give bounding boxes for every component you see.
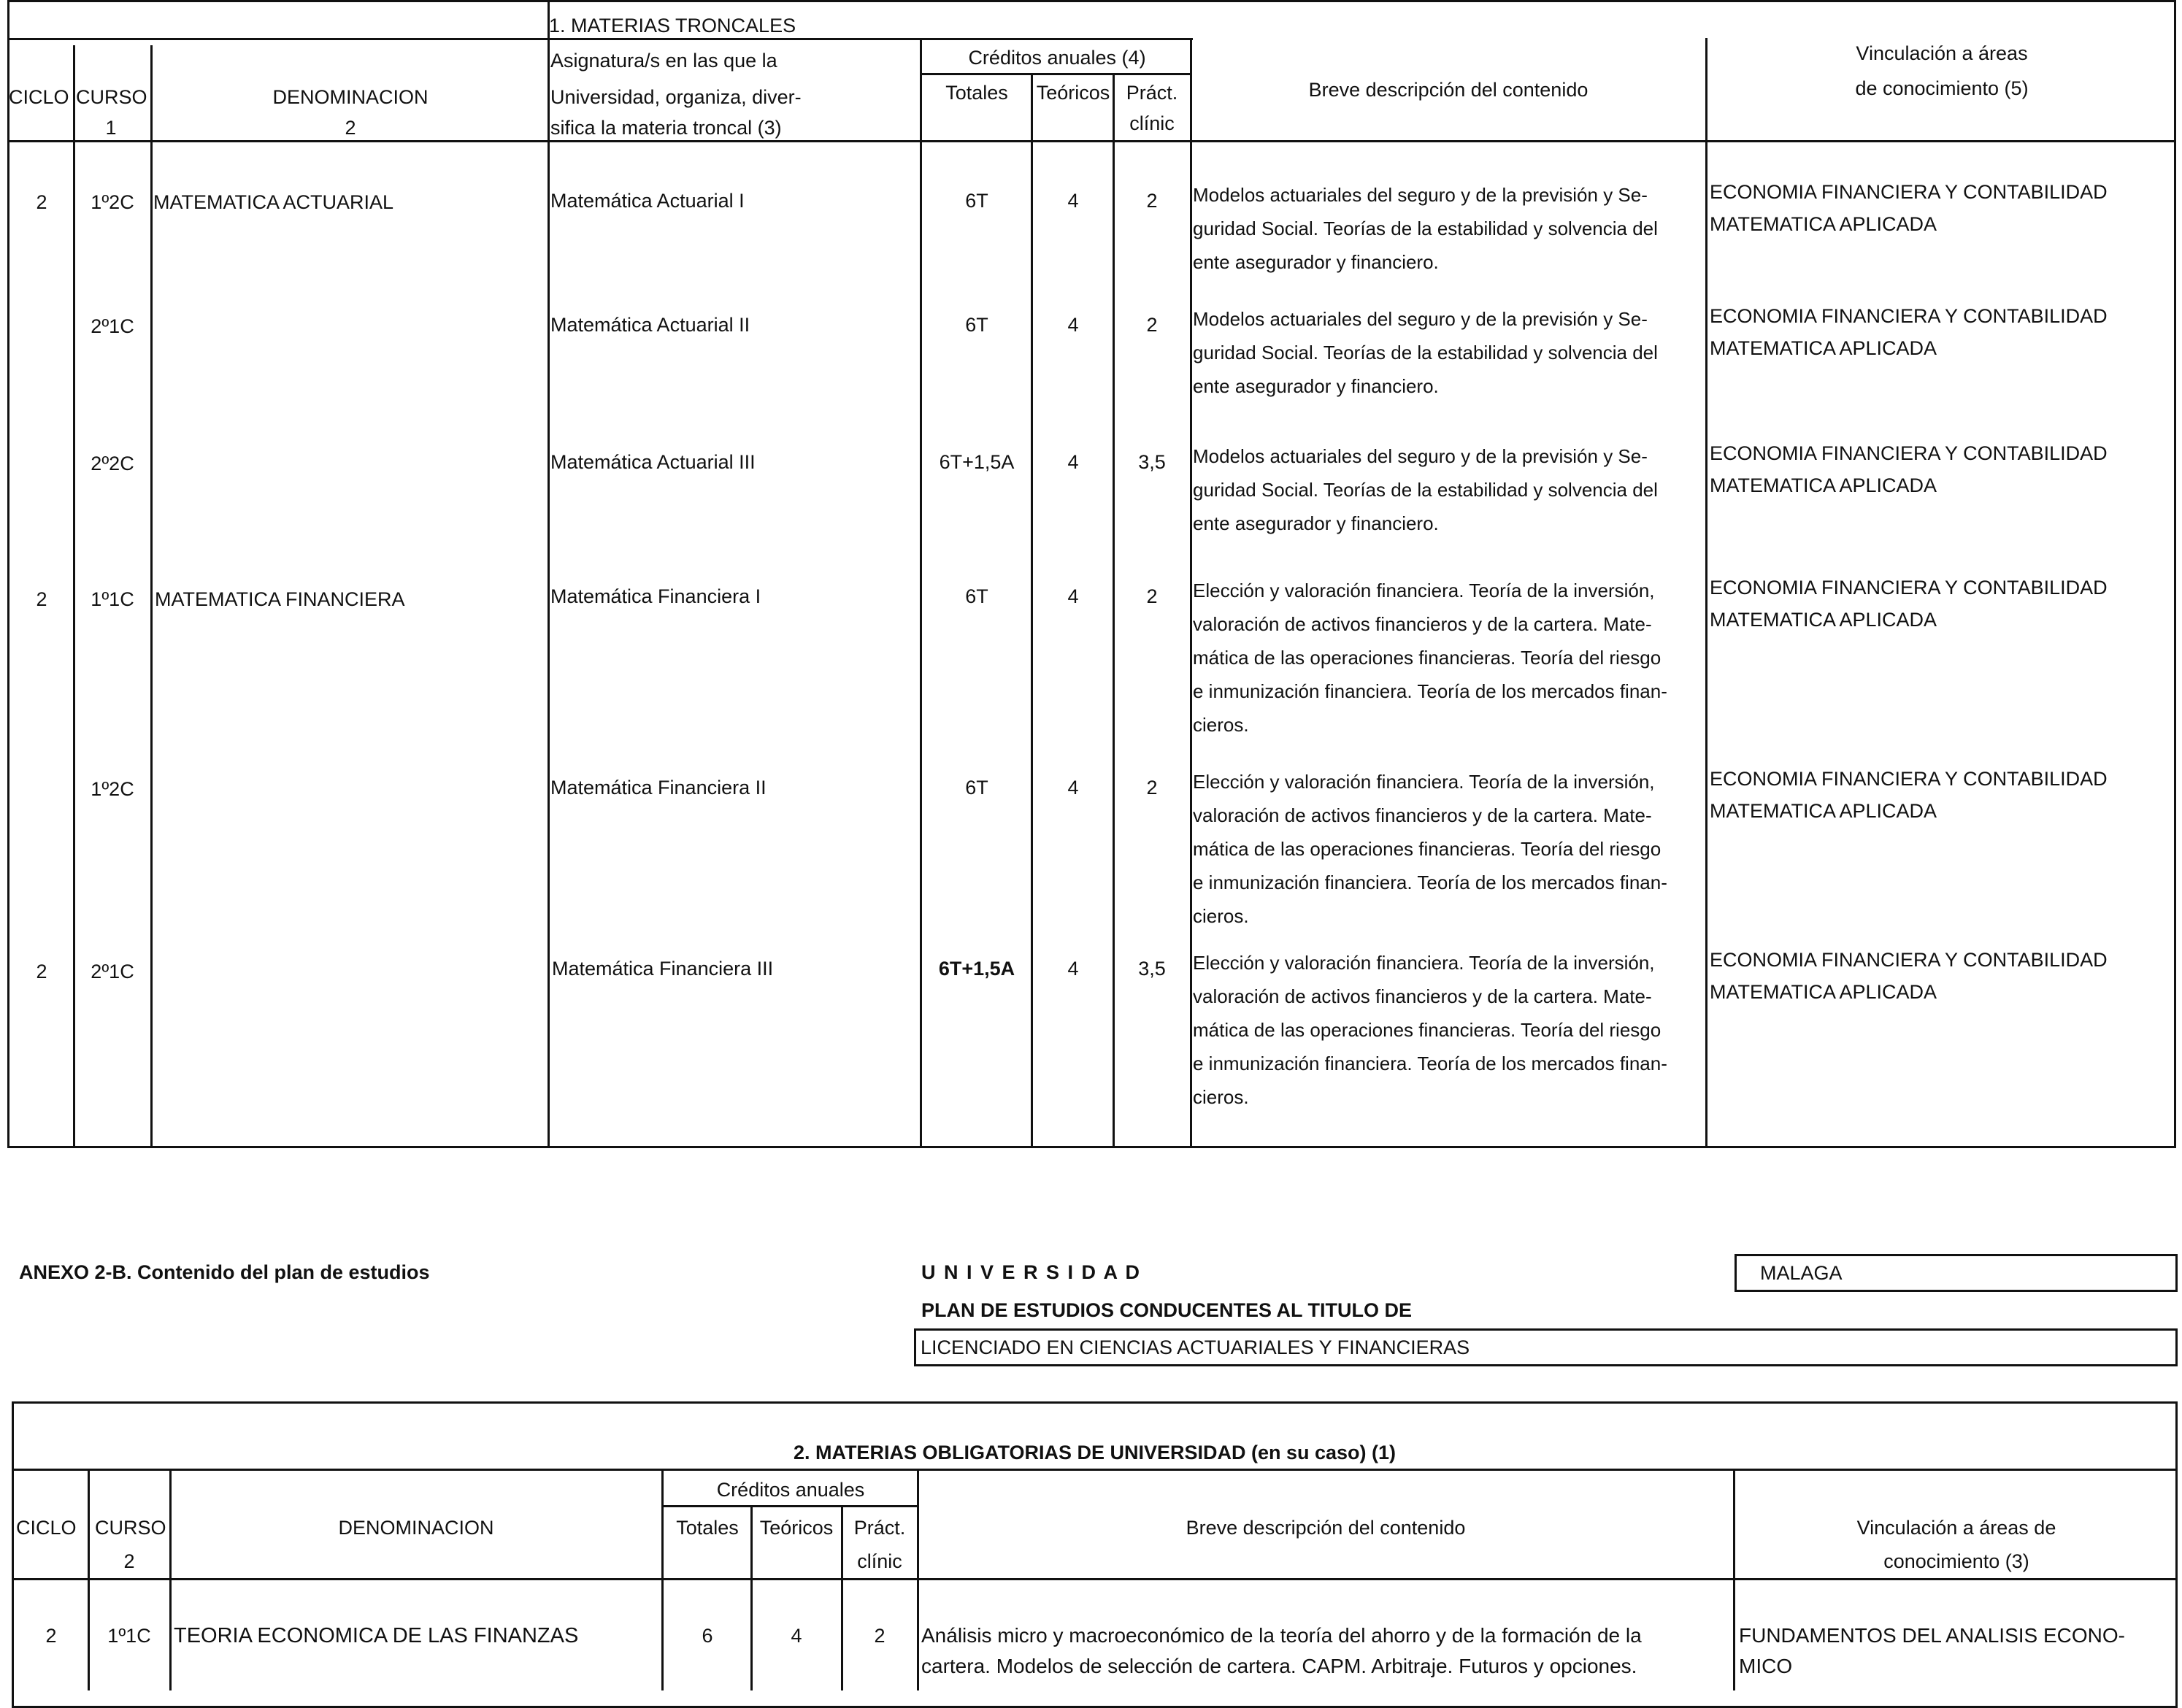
col-divider bbox=[920, 38, 922, 1148]
row-practicos: 2 bbox=[874, 1625, 886, 1647]
header-denominacion-num: 2 bbox=[345, 117, 356, 139]
header-vinculacion-l1: Vinculación a áreas de bbox=[1856, 1517, 2056, 1539]
header-curso-num: 1 bbox=[105, 117, 117, 139]
header-ciclo: CICLO bbox=[16, 1517, 77, 1539]
row-practicos: 2 bbox=[1146, 777, 1158, 799]
col-divider bbox=[548, 0, 550, 1148]
row-descripcion: Elección y valoración financiera. Teoría de la inversión, valoración de activos financieros y de la cartera. Mate- mática de las operaciones financieras. Teoría del riesgo e inmunización financiera. Teoría de los mercados finan- cieros. bbox=[1193, 580, 1667, 736]
row-denominacion: MATEMATICA ACTUARIAL bbox=[153, 191, 394, 213]
row-curso: 1º2C bbox=[91, 778, 134, 800]
header-vinculacion-l1: Vinculación a áreas bbox=[1856, 42, 2028, 64]
title-strip-line bbox=[7, 38, 1193, 40]
col-divider bbox=[150, 45, 153, 1148]
row-asignatura: Matemática Financiera I bbox=[550, 585, 761, 607]
header-asignatura-l2: Universidad, organiza, diver- bbox=[550, 86, 802, 108]
row-denominacion: MATEMATICA FINANCIERA bbox=[155, 588, 405, 610]
col-divider bbox=[1705, 38, 1707, 1148]
creditos-subheader-line bbox=[920, 73, 1191, 75]
row-asignatura: Matemática Actuarial I bbox=[550, 190, 745, 212]
obligatorias-section-title: 2. MATERIAS OBLIGATORIAS DE UNIVERSIDAD (en su caso) (1) bbox=[793, 1442, 1397, 1463]
titulo-value: LICENCIADO EN CIENCIAS ACTUARIALES Y FINANCIERAS bbox=[921, 1336, 1470, 1358]
universidad-value: MALAGA bbox=[1760, 1262, 1843, 1284]
header-totales: Totales bbox=[945, 82, 1008, 104]
row-descripcion-l2: cartera. Modelos de selección de cartera. CAPM. Arbitraje. Futuros y opciones. bbox=[921, 1655, 1637, 1677]
row-totales: 6 bbox=[702, 1625, 713, 1647]
col-divider bbox=[1190, 38, 1192, 1148]
row-totales: 6T bbox=[965, 314, 988, 336]
col-divider bbox=[917, 1470, 919, 1690]
row-teoricos: 4 bbox=[1067, 314, 1079, 336]
row-practicos: 2 bbox=[1146, 314, 1158, 336]
row-descripcion: Modelos actuariales del seguro y de la previsión y Se- guridad Social. Teorías de la estabilidad y solvencia del ente asegurador y financiero. bbox=[1193, 184, 1658, 273]
header-vinculacion-l2: de conocimiento (5) bbox=[1855, 77, 2029, 99]
row-practicos: 2 bbox=[1146, 190, 1158, 212]
row-curso: 1º1C bbox=[91, 588, 134, 610]
header-asignatura-l3: sifica la materia troncal (3) bbox=[550, 117, 782, 139]
row-area-l1: FUNDAMENTOS DEL ANALISIS ECONO- bbox=[1739, 1624, 2125, 1647]
col-divider bbox=[88, 1470, 90, 1690]
row-asignatura: Matemática Financiera III bbox=[552, 958, 774, 980]
row-area-2: MATEMATICA APLICADA bbox=[1710, 981, 1937, 1003]
header-curso: CURSO bbox=[95, 1517, 166, 1539]
row-totales: 6T bbox=[965, 585, 988, 607]
header-ciclo: CICLO bbox=[9, 86, 69, 108]
col-divider bbox=[1113, 73, 1115, 1148]
header-teoricos: Teóricos bbox=[1036, 82, 1110, 104]
row-area-1: ECONOMIA FINANCIERA Y CONTABILIDAD bbox=[1710, 577, 2108, 599]
row-area-2: MATEMATICA APLICADA bbox=[1710, 474, 1937, 496]
row-ciclo: 2 bbox=[45, 1625, 57, 1647]
row-area-2: MATEMATICA APLICADA bbox=[1710, 213, 1937, 235]
row-teoricos: 4 bbox=[1067, 585, 1079, 607]
row-asignatura: Matemática Financiera II bbox=[550, 777, 767, 799]
row-asignatura: Matemática Actuarial III bbox=[550, 451, 756, 473]
col-divider bbox=[1733, 1470, 1735, 1690]
row-curso: 2º2C bbox=[91, 453, 134, 474]
col-divider bbox=[661, 1470, 664, 1690]
row-totales: 6T bbox=[965, 190, 988, 212]
row-area-1: ECONOMIA FINANCIERA Y CONTABILIDAD bbox=[1710, 768, 2108, 790]
plan-label: PLAN DE ESTUDIOS CONDUCENTES AL TITULO DE bbox=[921, 1299, 1413, 1321]
row-curso: 2º1C bbox=[91, 315, 134, 337]
header-vinculacion-l2: conocimiento (3) bbox=[1883, 1550, 2029, 1572]
header-creditos: Créditos anuales bbox=[716, 1479, 865, 1501]
row-teoricos: 4 bbox=[1067, 451, 1079, 473]
row-teoricos: 4 bbox=[791, 1625, 802, 1647]
obligatorias-title-divider bbox=[12, 1469, 2178, 1471]
row-area-1: ECONOMIA FINANCIERA Y CONTABILIDAD bbox=[1710, 305, 2108, 327]
row-area-1: ECONOMIA FINANCIERA Y CONTABILIDAD bbox=[1710, 949, 2108, 971]
row-teoricos: 4 bbox=[1067, 958, 1079, 980]
header-descripcion: Breve descripción del contenido bbox=[1308, 79, 1589, 101]
header-teoricos: Teóricos bbox=[759, 1517, 834, 1539]
row-practicos: 2 bbox=[1146, 585, 1158, 607]
col-divider bbox=[1031, 73, 1033, 1148]
row-area-l2: MICO bbox=[1739, 1655, 1793, 1677]
row-denominacion: TEORIA ECONOMICA DE LAS FINANZAS bbox=[174, 1624, 579, 1647]
row-totales: 6T+1,5A bbox=[939, 451, 1015, 473]
row-ciclo: 2 bbox=[36, 588, 47, 610]
row-practicos: 3,5 bbox=[1138, 958, 1166, 980]
row-teoricos: 4 bbox=[1067, 190, 1079, 212]
header-descripcion: Breve descripción del contenido bbox=[1186, 1517, 1466, 1539]
row-area-2: MATEMATICA APLICADA bbox=[1710, 337, 1937, 359]
header-denominacion: DENOMINACION bbox=[338, 1517, 494, 1539]
col-divider bbox=[73, 45, 75, 1148]
header-curso-num: 2 bbox=[123, 1550, 135, 1572]
row-curso: 1º1C bbox=[107, 1625, 151, 1647]
obligatorias-header-divider bbox=[12, 1578, 2178, 1580]
row-totales: 6T bbox=[965, 777, 988, 799]
row-teoricos: 4 bbox=[1067, 777, 1079, 799]
row-area-1: ECONOMIA FINANCIERA Y CONTABILIDAD bbox=[1710, 442, 2108, 464]
header-totales: Totales bbox=[676, 1517, 739, 1539]
row-descripcion: Modelos actuariales del seguro y de la previsión y Se- guridad Social. Teorías de la estabilidad y solvencia del ente asegurador y financiero. bbox=[1193, 308, 1658, 397]
col-divider bbox=[169, 1470, 172, 1690]
section-title: 1. MATERIAS TRONCALES bbox=[549, 15, 796, 36]
header-pract-clinic: clínic bbox=[857, 1550, 902, 1572]
header-pract: Práct. bbox=[853, 1517, 906, 1539]
row-curso: 2º1C bbox=[91, 961, 134, 982]
row-asignatura: Matemática Actuarial II bbox=[550, 314, 750, 336]
header-asignatura-l1: Asignatura/s en las que la bbox=[550, 50, 777, 72]
titulo-field bbox=[914, 1328, 2178, 1366]
row-ciclo: 2 bbox=[36, 961, 47, 982]
row-area-2: MATEMATICA APLICADA bbox=[1710, 609, 1937, 631]
row-descripcion-l1: Análisis micro y macroeconómico de la teoría del ahorro y de la formación de la bbox=[921, 1624, 1642, 1647]
header-pract-clinic: clínic bbox=[1129, 112, 1175, 134]
header-creditos: Créditos anuales (4) bbox=[968, 47, 1146, 69]
universidad-label: U N I V E R S I D A D bbox=[921, 1261, 1142, 1283]
row-descripcion: Modelos actuariales del seguro y de la previsión y Se- guridad Social. Teorías de la estabilidad y solvencia del ente asegurador y financiero. bbox=[1193, 445, 1658, 534]
header-curso: CURSO bbox=[76, 86, 147, 108]
row-area-2: MATEMATICA APLICADA bbox=[1710, 800, 1937, 822]
header-denominacion: DENOMINACION bbox=[272, 86, 429, 108]
row-ciclo: 2 bbox=[36, 191, 47, 213]
anexo-title: ANEXO 2-B. Contenido del plan de estudios bbox=[19, 1261, 430, 1283]
row-descripcion: Elección y valoración financiera. Teoría de la inversión, valoración de activos financieros y de la cartera. Mate- mática de las operaciones financieras. Teoría del riesgo e inmunización financiera. Teoría de los mercados finan- cieros. bbox=[1193, 952, 1667, 1108]
row-curso: 1º2C bbox=[91, 191, 134, 213]
troncales-header-divider bbox=[7, 140, 2176, 142]
row-area-1: ECONOMIA FINANCIERA Y CONTABILIDAD bbox=[1710, 181, 2108, 203]
creditos2-subheader-line bbox=[661, 1505, 918, 1507]
row-totales: 6T+1,5A bbox=[938, 958, 1015, 980]
row-practicos: 3,5 bbox=[1138, 451, 1166, 473]
universidad-field bbox=[1735, 1254, 2178, 1292]
row-descripcion: Elección y valoración financiera. Teoría de la inversión, valoración de activos financieros y de la cartera. Mate- mática de las operaciones financieras. Teoría del riesgo e inmunización financiera. Teoría de los mercados finan- cieros. bbox=[1193, 771, 1667, 927]
header-pract: Práct. bbox=[1126, 82, 1178, 104]
